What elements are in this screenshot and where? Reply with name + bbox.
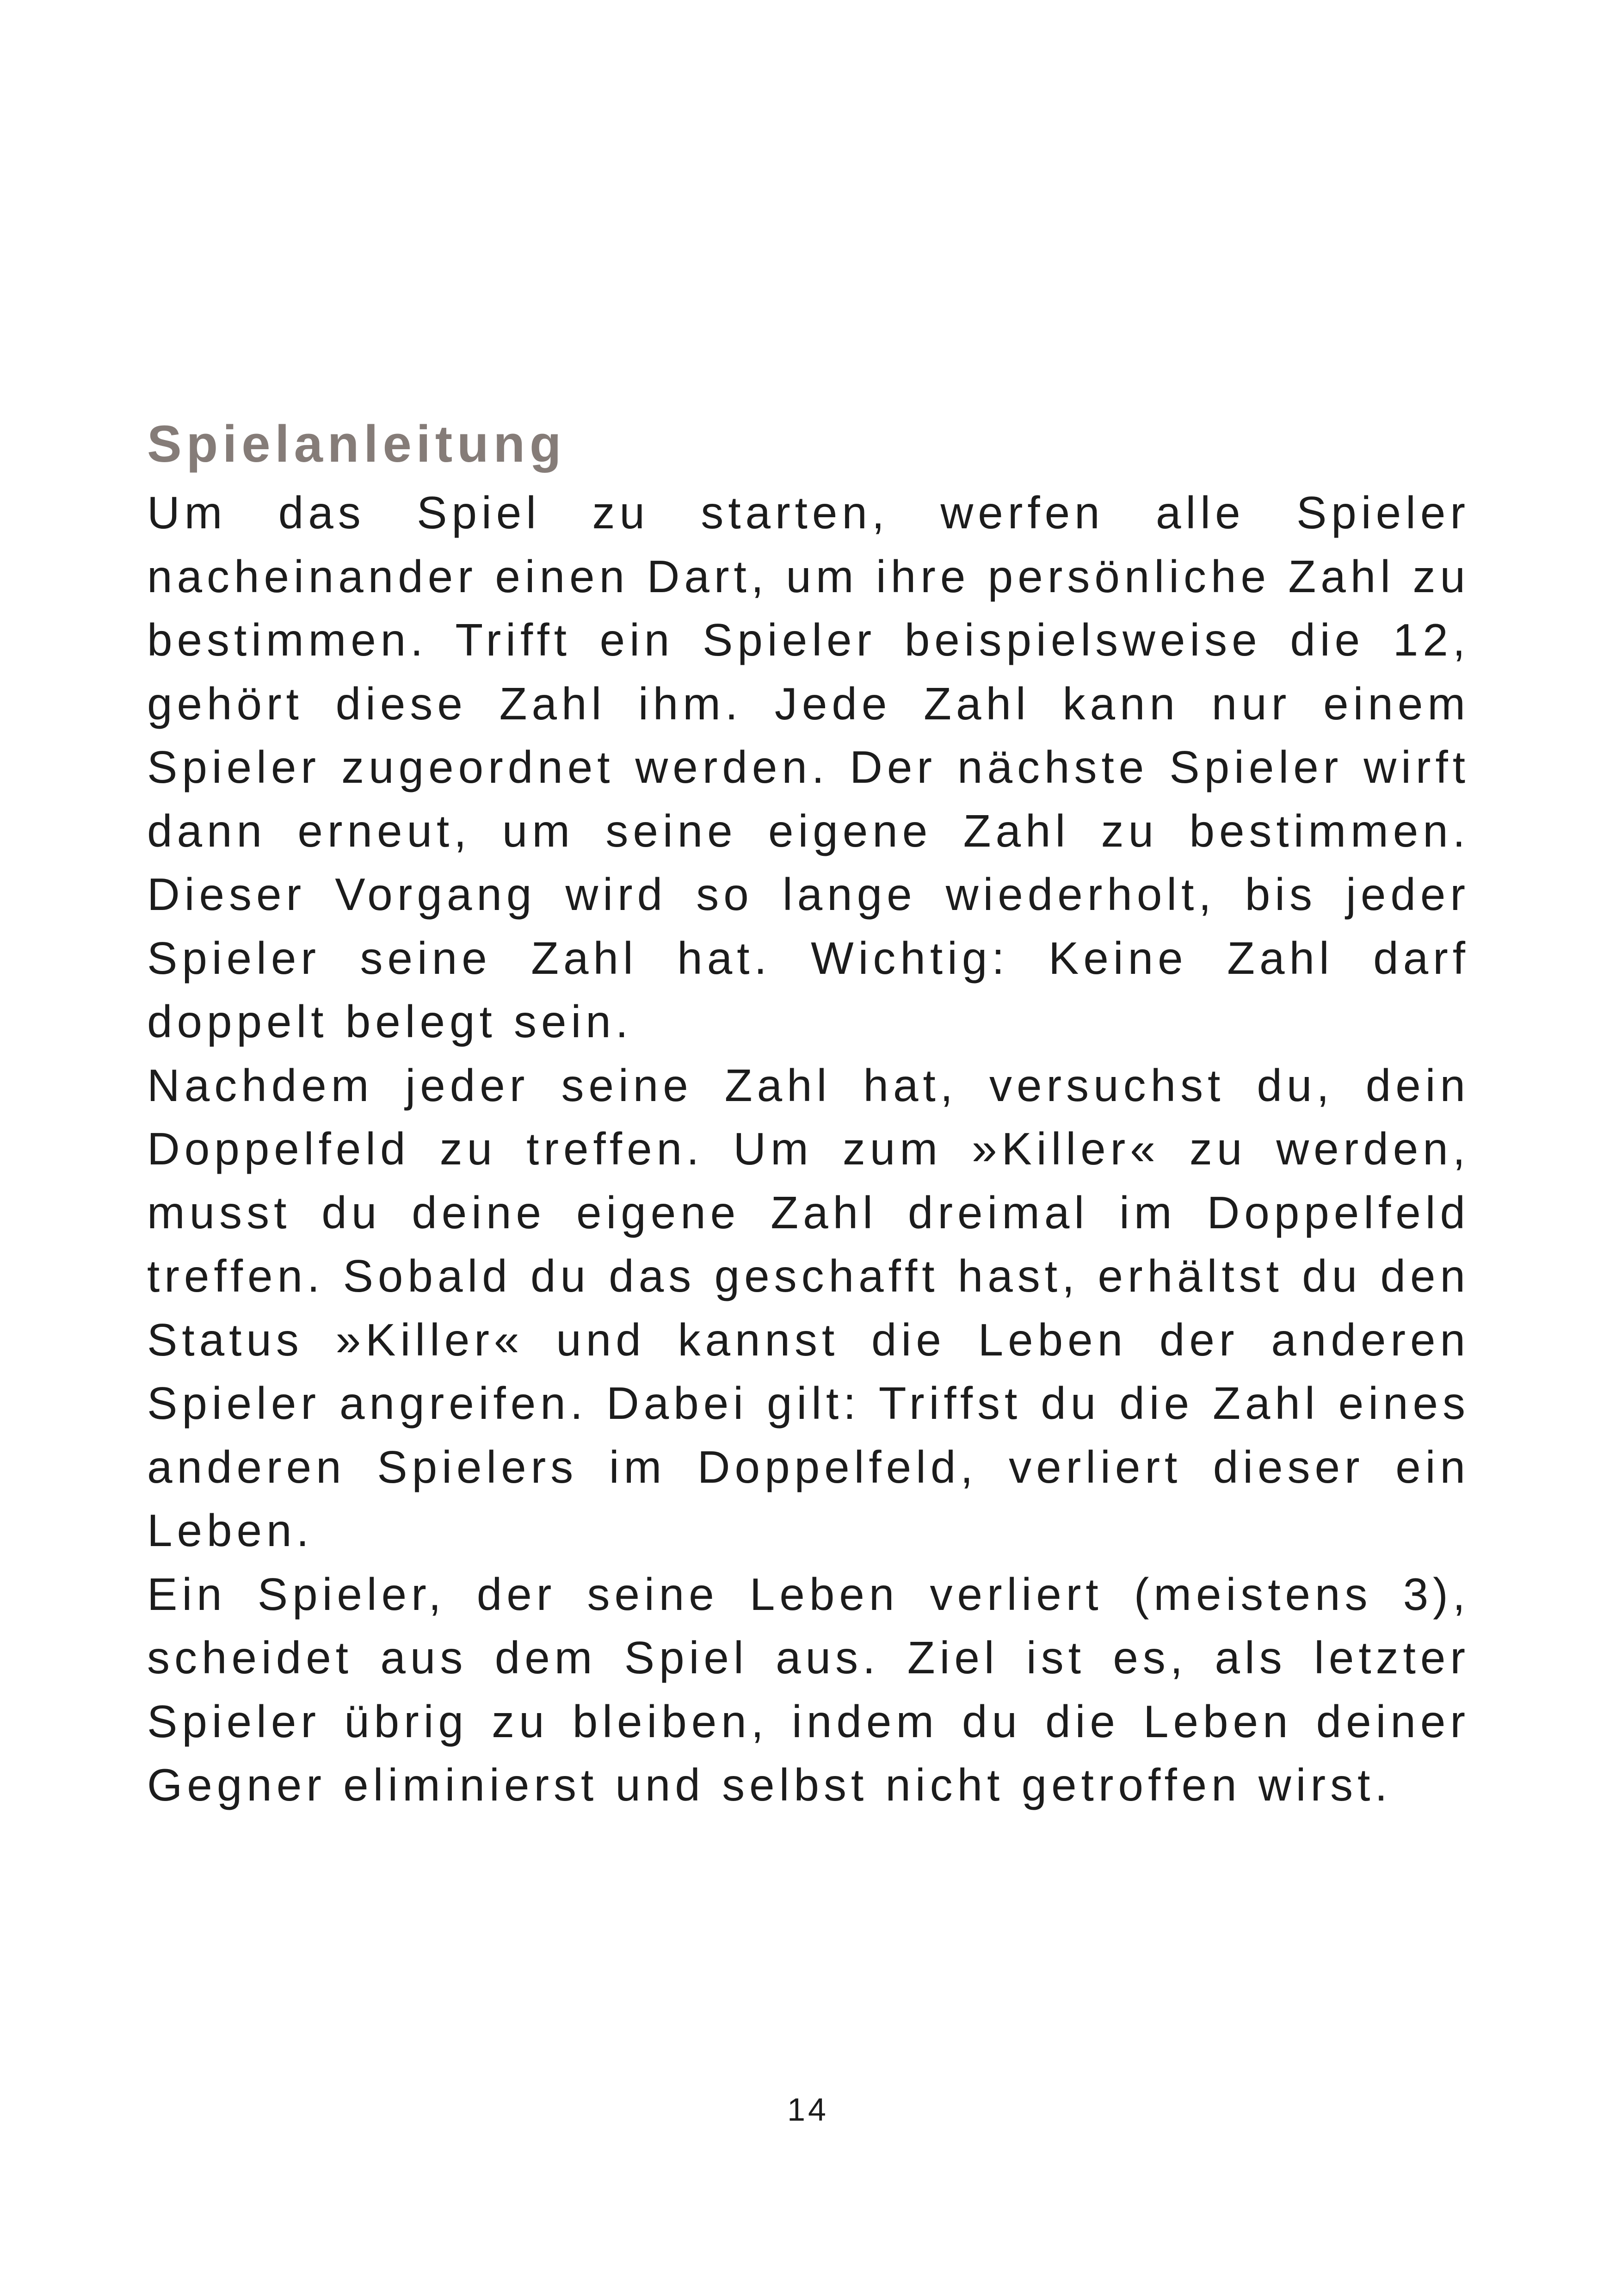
page-number: 14	[787, 2092, 829, 2128]
section-heading: Spielanleitung	[147, 415, 566, 473]
paragraph-elimination: Ein Spieler, der seine Leben verliert (meistens 3), scheidet aus dem Spiel aus. Ziel ist es, als letzter Spieler übrig zu bleiben, indem du die Leben deiner Gegner eliminierst und selbst nicht getroffen wirst.	[147, 1568, 1470, 1810]
paragraph-player-numbers: Um das Spiel zu starten, werfen alle Spieler nacheinander einen Dart, um ihre persönliche Zahl zu bestimmen. Trifft ein Spieler beispielsweise die 12, gehört diese Zahl ihm. Jede Zahl kann nur einem Spieler zugeordnet werden. Der nächste Spieler wirft dann erneut, um seine eigene Zahl zu bestimmen. Dieser Vorgang wird so lange wiederholt, bis jeder Spieler seine Zahl hat. Wichtig: Keine Zahl darf doppelt belegt sein.	[147, 487, 1470, 1047]
page-content	[147, 407, 1470, 1817]
paragraph-killer-status: Nachdem jeder seine Zahl hat, versuchst du, dein Doppelfeld zu treffen. Um zum »Killer« zu werden, musst du deine eigene Zahl dreimal im Doppelfeld treffen. Sobald du das geschafft hast, erhältst du den Status »Killer« und kannst die Leben der anderen Spieler angreifen. Dabei gilt: Triffst du die Zahl eines anderen Spielers im Doppelfeld, verliert dieser ein Leben.	[147, 1059, 1470, 1556]
